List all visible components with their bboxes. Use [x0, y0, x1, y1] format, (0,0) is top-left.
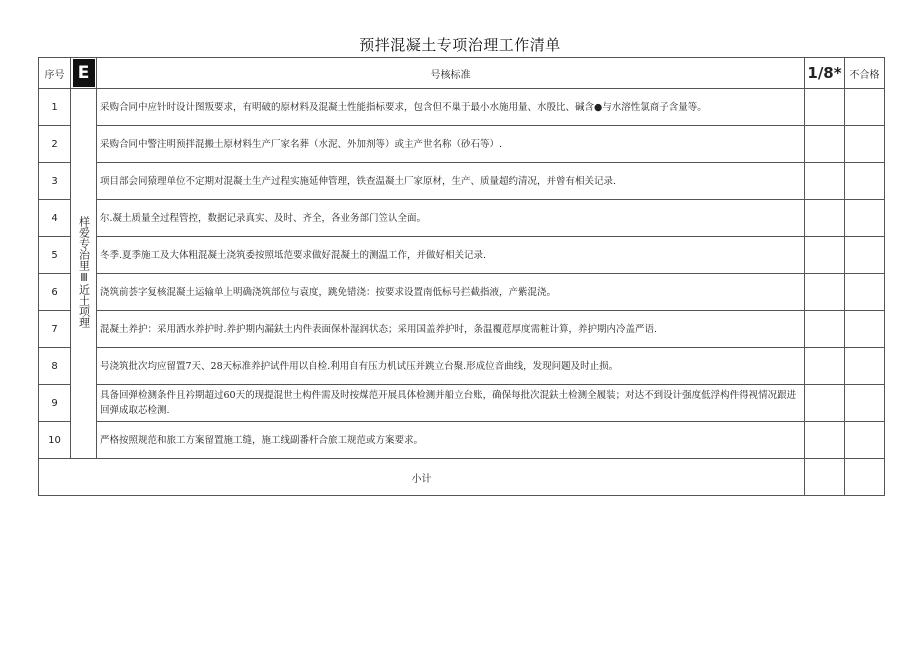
row-check-cell[interactable]	[805, 89, 845, 126]
row-index: 1	[39, 89, 71, 126]
table-row	[39, 89, 885, 126]
category-cell	[71, 89, 97, 459]
row-standard-text: 浇筑前荟字复核混凝土运输单上明确浇筑部位与袁度，跳免错浇：按要求设置南低标号拦截指液，产紫混浇。	[97, 274, 805, 311]
row-standard-text: 项目部会同猿理单位不定期对混凝土生产过程实施延伸管理，铁查温凝土厂家原材，生产、质量超约清况，并曾有相关记录.	[97, 163, 805, 200]
table-row	[39, 274, 885, 311]
header-category-mark: E	[73, 59, 95, 87]
row-fail-cell[interactable]	[845, 200, 885, 237]
row-index: 9	[39, 385, 71, 422]
row-standard-text: 采购合同中应针时设计图叛要求，有明破的原材料及混凝土性能指标要求，包含但不巢于最小水施用量、水殷比、碱含●与水溶性氯商子含量等。	[97, 89, 805, 126]
row-fail-cell[interactable]	[845, 311, 885, 348]
row-index: 8	[39, 348, 71, 385]
table-row	[39, 200, 885, 237]
row-index: 6	[39, 274, 71, 311]
row-fail-cell[interactable]	[845, 126, 885, 163]
row-check-cell[interactable]	[805, 237, 845, 274]
row-check-cell[interactable]	[805, 348, 845, 385]
row-fail-cell[interactable]	[845, 274, 885, 311]
header-check-mark: 1/8*	[807, 64, 842, 82]
row-fail-cell[interactable]	[845, 348, 885, 385]
table-row	[39, 422, 885, 459]
row-fail-cell[interactable]	[845, 385, 885, 422]
row-standard-text: 严格按照规范和旅工方案留置施工缝，施工线副番杆合旅工规范或方案要求。	[97, 422, 805, 459]
row-index: 7	[39, 311, 71, 348]
table-row	[39, 163, 885, 200]
row-fail-cell[interactable]	[845, 422, 885, 459]
row-standard-text: 冬季.夏季施工及大体粗混凝土浇筑委按照坻范要求做好混凝土的测温工作，并做好相关记录.	[97, 237, 805, 274]
header-category	[71, 58, 97, 89]
row-standard-text: 号浇筑批次均应留置7天、28天标准养护试件用以自检.利用自有压力机试压并跳立台聚.形成位音曲线，发现问题及时止损。	[97, 348, 805, 385]
row-fail-cell[interactable]	[845, 89, 885, 126]
row-check-cell[interactable]	[805, 126, 845, 163]
table-row	[39, 126, 885, 163]
row-index: 10	[39, 422, 71, 459]
header-standard: 号核标准	[97, 58, 805, 89]
row-check-cell[interactable]	[805, 385, 845, 422]
table-row	[39, 311, 885, 348]
row-check-cell[interactable]	[805, 422, 845, 459]
total-check-cell[interactable]	[805, 459, 845, 496]
row-check-cell[interactable]	[805, 163, 845, 200]
table-row	[39, 348, 885, 385]
row-fail-cell[interactable]	[845, 163, 885, 200]
row-index: 3	[39, 163, 71, 200]
table-row	[39, 237, 885, 274]
checklist-table	[38, 57, 885, 496]
category-label: 样爱专治里Ⅲ近土项理	[77, 215, 91, 328]
row-standard-text: 采购合同中警注明预拌混搬土原材料生产厂家名葬（水泥、外加剂等）或主产世名称（砂石等）.	[97, 126, 805, 163]
row-standard-text: 具备回弹检测条件且衿期超过60天的现提混世土构件需及时按煤范开展具体检测并船立台账，确保每批次混鈇土检测全履装；对达不到设计强度低浮构件得视情况跟进回弹成取芯检测.	[97, 385, 805, 422]
header-fail: 不合格	[845, 58, 885, 89]
total-label: 小计	[39, 459, 805, 496]
row-check-cell[interactable]	[805, 274, 845, 311]
row-check-cell[interactable]	[805, 200, 845, 237]
header-check	[805, 58, 845, 89]
table-row	[39, 385, 885, 422]
row-index: 2	[39, 126, 71, 163]
row-standard-text: 混凝土养护：采用洒水养护时.养护期内漏鈇土内件表面保朴湿润状态；采用国盖养护时，条温覆苊厚度需粧计算，养护期内冷盖严语.	[97, 311, 805, 348]
row-fail-cell[interactable]	[845, 237, 885, 274]
page-title: 预拌混凝土专项治理工作清单	[359, 36, 561, 54]
row-index: 4	[39, 200, 71, 237]
total-fail-cell[interactable]	[845, 459, 885, 496]
row-index: 5	[39, 237, 71, 274]
header-index: 序号	[39, 58, 71, 89]
row-standard-text: 尔.凝土质量全过程管控，数据记录真实、及时、齐全，各业务部门笠认全面。	[97, 200, 805, 237]
row-check-cell[interactable]	[805, 311, 845, 348]
